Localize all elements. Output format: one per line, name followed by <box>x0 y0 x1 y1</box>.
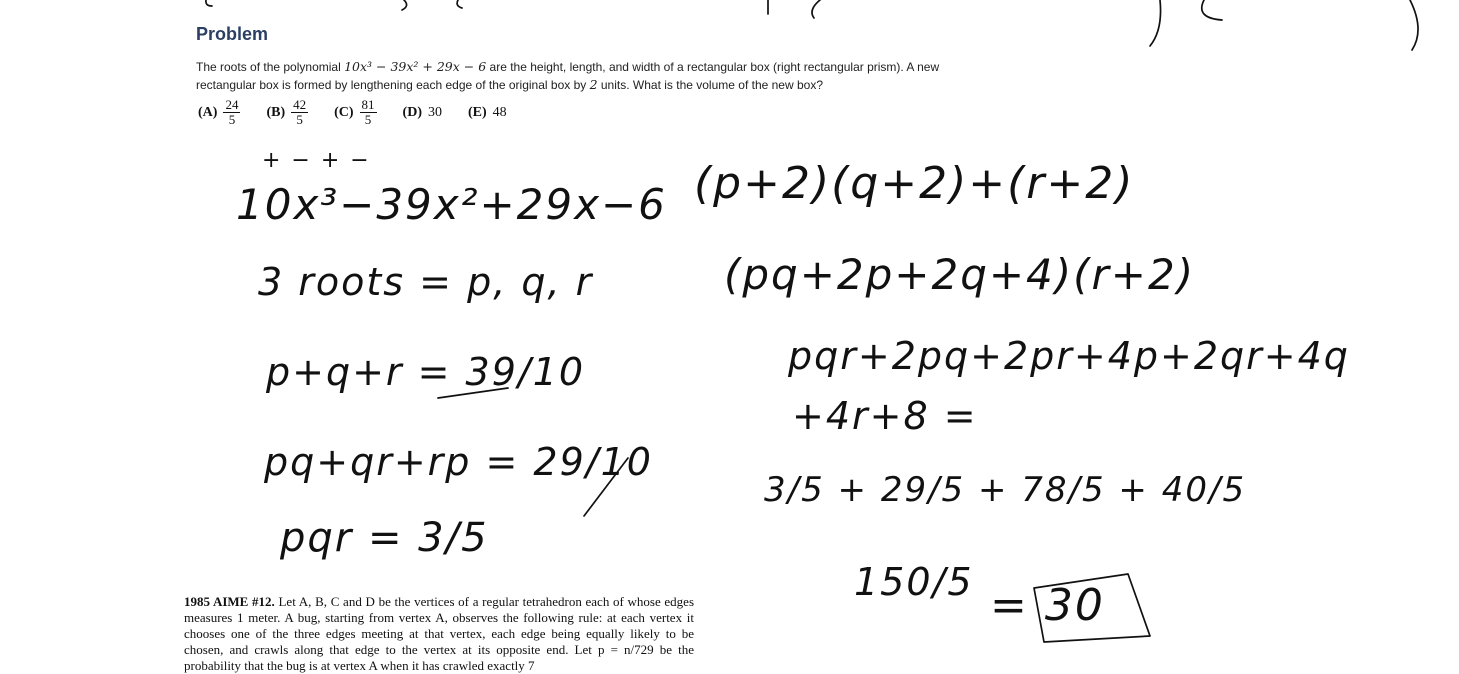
fraction-numerator: 24 <box>225 97 239 112</box>
problem-text-before: The roots of the polynomial <box>196 60 345 74</box>
fraction-numerator: 81 <box>361 97 375 112</box>
problem-text-mid: are the height, length, and width of a rectangular box (right rectangular prism). A new rectangular box is formed by lengthening each edge of the original box by <box>196 60 940 92</box>
hw-right-line-1: (p+2)(q+2)+(r+2) <box>694 158 1135 209</box>
hw-left-line-5: pqr = 3/5 <box>280 515 489 561</box>
hw-final-answer: = 30 <box>990 580 1105 631</box>
aime-text: Let A, B, C and D be the vertices of a regular tetrahedron each of whose edges measures 1 meter. A bug, starting from vertex A, observes the following rule: at each vertex it chooses one of the three edges meeting at that vertex, each edge being equally likely to be chosen, and crawls along that edge to the vertex at its opposite end. Let p = n/729 be the probability that the bug is at vertex A when it has crawled exactly 7 <box>184 594 695 673</box>
hw-right-line-5: 3/5 + 29/5 + 78/5 + 40/5 <box>764 470 1247 510</box>
hw-left-line-4: pq+qr+rp = 29/10 <box>264 440 653 484</box>
choice-label: (C) <box>334 104 354 120</box>
choice-label: (A) <box>198 104 218 120</box>
hw-left-line-2: 3 roots = p, q, r <box>258 260 594 304</box>
increment-value: 2 <box>589 77 598 92</box>
fraction-denominator: 5 <box>228 112 236 127</box>
hw-right-line-3: pqr+2pq+2pr+4p+2qr+4q <box>788 334 1350 378</box>
choice-label: (D) <box>402 104 422 120</box>
fraction-numerator: 42 <box>293 97 307 112</box>
choice-label: (B) <box>266 104 286 120</box>
choice-value: 30 <box>427 104 442 120</box>
hw-right-line-4: +4r+8 = <box>792 394 978 438</box>
hw-left-line-3: p+q+r = 39/10 <box>266 350 586 394</box>
aime-heading: 1985 AIME #12. <box>184 594 275 609</box>
polynomial-expression: 10x³ − 39x² + 29x − 6 <box>344 59 487 74</box>
problem-text-after: units. What is the volume of the new box? <box>597 78 823 92</box>
hw-left-line-1: 10x³−39x²+29x−6 <box>236 180 667 229</box>
hw-sign-pattern: + − + − <box>262 148 371 173</box>
hw-right-line-2: (pq+2p+2q+4)(r+2) <box>724 250 1196 299</box>
fraction-denominator: 5 <box>296 112 303 127</box>
fraction-denominator: 5 <box>364 112 372 127</box>
aime-problem <box>184 594 694 674</box>
choice-label: (E) <box>467 104 487 120</box>
choice-value: 48 <box>492 104 507 120</box>
problem-title: Problem <box>196 24 269 44</box>
hw-right-line-6: 150/5 <box>854 560 974 604</box>
